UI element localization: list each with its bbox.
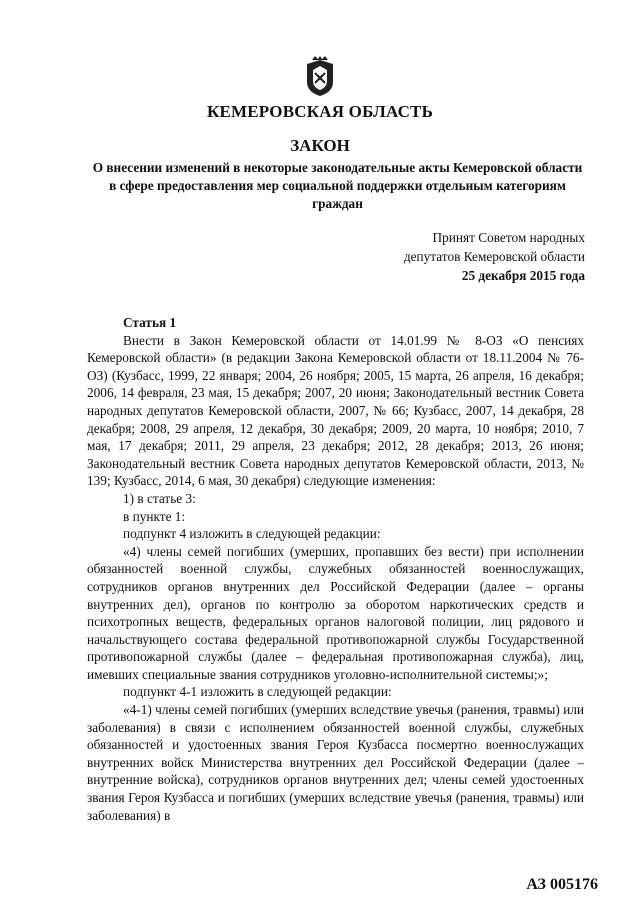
article-heading: Статья 1 (123, 315, 177, 330)
article-body (87, 314, 584, 824)
item-1: 1) в статье 3: (123, 490, 196, 506)
subpoint-4-text: «4) члены семей погибших (умерших, пропавших без вести) при исполнении обязанностей военной службы, служебных обязанностей военнослужащих, сотрудников органов внутренних дел Российской Федерации (далее – органы внутренних дел), органов по контролю за оборотом наркотических средств и психотропных веществ, федеральных органов налоговой полиции, лиц рядового и начальствующего состава федеральной противопожарной службы Государственной противопожарной службы (далее – федеральная противопожарная служба), лиц, имевших специальные звания сотрудников уголовно-исполнительной системы;»; (87, 543, 584, 682)
subpoint-4-1-intro: подпункт 4-1 изложить в следующей редакции: (123, 684, 392, 700)
law-subtitle: О внесении изменений в некоторые законодательные акты Кемеровской области в сфере предоставления мер социальной поддержки отдельным категориям граждан (92, 160, 583, 211)
adoption-date: 25 декабря 2015 года (461, 268, 585, 283)
adoption-block (404, 228, 585, 285)
adoption-line-2: депутатов Кемеровской области (403, 249, 585, 264)
region-title: КЕМЕРОВСКАЯ ОБЛАСТЬ (206, 102, 434, 121)
article-intro: Внести в Закон Кемеровской области от 14.01.99 № 8-ОЗ «О пенсиях Кемеровской области» (в редакции Закона Кемеровской области от 18.11.2004 № 76-ОЗ) (Кузбасс, 1999, 22 января; 2004, 26 ноября; 2005, 15 марта, 26 апреля, 16 декабря; 2006, 14 февраля, 23 мая, 15 декабря; 2007, 20 июня; Законодательный вестник Совета народных депутатов Кемеровской области, 2007, № 66; Кузбасс, 2007, 14 декабря, 28 декабря; 2008, 29 апреля, 12 декабря, 30 декабря; 2009, 20 марта, 10 ноября; 2010, 7 мая, 17 декабря; 2011, 29 апреля, 23 декабря; 2012, 28 декабря; 2013, 26 июня; Законодательный вестник Совета народных депутатов Кемеровской области, 2013, № 139; Кузбасс, 2014, 6 мая, 30 декабря) следующие изменения: (87, 332, 584, 489)
adoption-line-1: Принят Советом народных (432, 230, 585, 245)
document-serial-number: АЗ 005176 (526, 876, 598, 893)
subpoint-4-1-text: «4-1) члены семей погибших (умерших вследствие увечья (ранения, травмы) или заболевания) в связи с исполнением обязанностей военной службы, служебных обязанностей и удостоенных звания Героя Кузбасса посмертно военнослужащих внутренних войск Министерства внутренних дел Российской Федерации (далее – внутренние войска), сотрудников органов внутренних дел; члены семей удостоенных звания Героя Кузбасса и погибших (умерших вследствие увечья (ранения, травмы) или заболевания) в (87, 702, 584, 823)
point-1: в пункте 1: (123, 508, 186, 524)
coat-of-arms-emblem (303, 56, 337, 98)
law-title: ЗАКОН (290, 136, 350, 155)
subpoint-4-intro: подпункт 4 изложить в следующей редакции: (123, 526, 381, 542)
